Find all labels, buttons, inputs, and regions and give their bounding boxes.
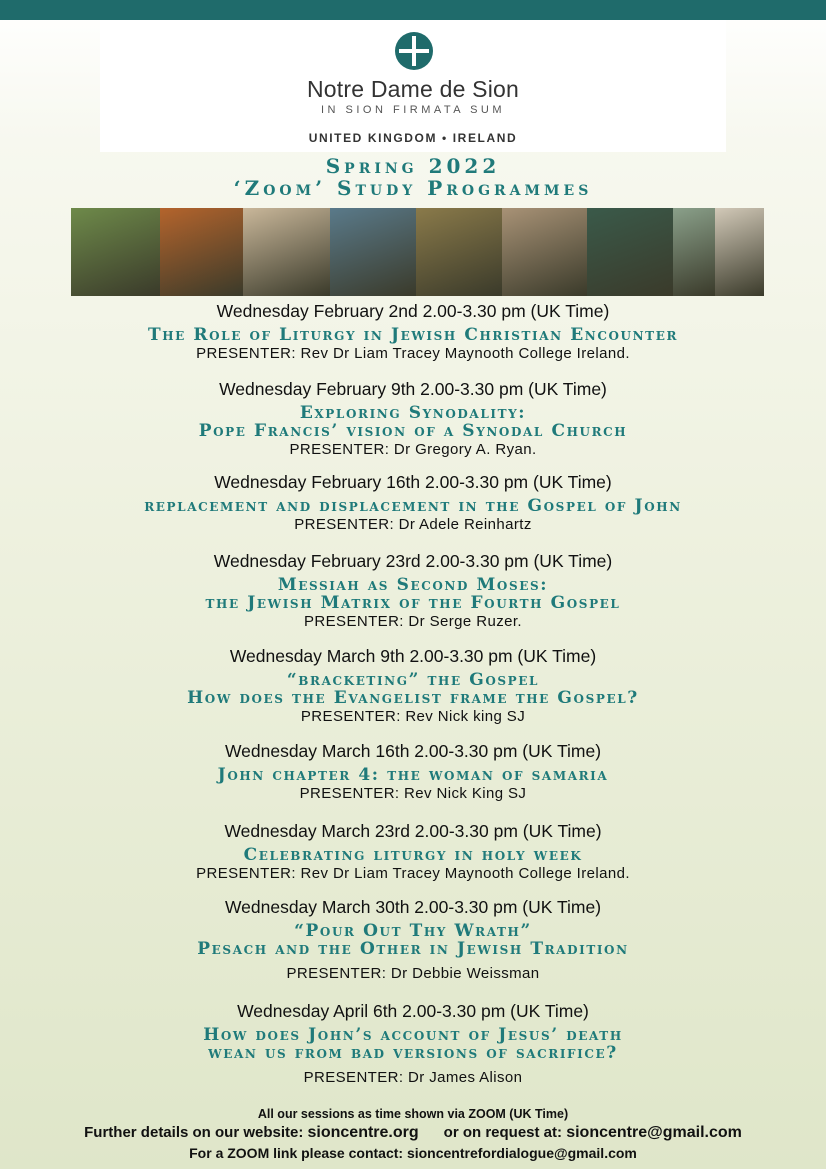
event-title: How does John’s account of Jesus’ death — [203, 1025, 623, 1045]
top-bar — [0, 0, 826, 20]
org-region: UNITED KINGDOM • IRELAND — [308, 131, 518, 145]
painting-figures-image — [71, 208, 160, 296]
event-presenter: PRESENTER: Dr James Alison — [303, 1069, 523, 1086]
cross-circle-icon — [395, 32, 433, 70]
event-title: Pesach and the Other in Jewish Tradition — [197, 939, 629, 959]
event-presenter: PRESENTER: Dr Serge Ruzer. — [304, 613, 522, 630]
event-title: Exploring Synodality: — [299, 403, 527, 423]
basilica-interior-image — [416, 208, 502, 296]
event-date: Wednesday February 16th 2.00-3.30 pm (UK Time) — [214, 472, 612, 492]
event-title: “Pour Out Thy Wrath” — [294, 921, 532, 941]
dining-table-image — [502, 208, 587, 296]
event-item — [0, 896, 826, 984]
event-presenter: PRESENTER: Dr Adele Reinhartz — [294, 516, 532, 533]
event-presenter: PRESENTER: Rev Dr Liam Tracey Maynooth College Ireland. — [196, 865, 630, 882]
org-motto: IN SION FIRMATA SUM — [320, 104, 506, 116]
event-date: Wednesday March 9th 2.00-3.30 pm (UK Time) — [229, 646, 597, 666]
event-title: the Jewish Matrix of the Fourth Gospel — [205, 593, 621, 613]
footer-zoom-label: For a ZOOM link please contact: — [189, 1145, 404, 1161]
footer-note: All our sessions as time shown via ZOOM (UK Time) — [257, 1107, 569, 1121]
event-title: Messiah as Second Moses: — [277, 575, 549, 595]
event-title: John chapter 4: the woman of samaria — [217, 765, 609, 785]
event-title: Pope Francis’ vision of a Synodal Church — [198, 421, 628, 441]
org-name: Notre Dame de Sion — [307, 76, 519, 102]
footer-zoom-line — [0, 1143, 826, 1163]
zoom-email-link[interactable]: sioncentrefordialogue@gmail.com — [406, 1145, 637, 1161]
header — [100, 20, 726, 152]
programme-subtitle: ‘Zoom’ Study Programmes — [233, 176, 593, 200]
event-item — [0, 820, 826, 884]
event-presenter: PRESENTER: Rev Nick king SJ — [300, 708, 526, 725]
image-strip — [71, 208, 764, 296]
event-item — [0, 1000, 826, 1088]
event-item — [0, 378, 826, 460]
event-item — [0, 740, 826, 804]
programme-title: Spring 2022 — [325, 154, 501, 178]
event-date: Wednesday April 6th 2.00-3.30 pm (UK Time) — [237, 1001, 589, 1021]
rider-donkey-image — [715, 208, 764, 296]
event-presenter: PRESENTER: Rev Dr Liam Tracey Maynooth College Ireland. — [196, 345, 630, 362]
event-title: “bracketing” the Gospel — [286, 670, 540, 690]
event-title: wean us from bad versions of sacrifice? — [208, 1043, 618, 1063]
event-presenter: PRESENTER: Rev Nick King SJ — [299, 785, 527, 802]
event-title: How does the Evangelist frame the Gospel? — [187, 688, 639, 708]
footer-website-label: Further details on our website: — [84, 1124, 304, 1141]
event-date: Wednesday February 2nd 2.00-3.30 pm (UK Time) — [216, 301, 610, 321]
event-title: replacement and displacement in the Gospel of John — [144, 496, 682, 516]
painting-face-image — [160, 208, 243, 296]
event-item — [0, 645, 826, 727]
event-title: The Role of Liturgy in Jewish Christian Encounter — [147, 325, 679, 345]
event-item — [0, 550, 826, 632]
event-date: Wednesday March 30th 2.00-3.30 pm (UK Time) — [224, 897, 602, 917]
event-title: Celebrating liturgy in holy week — [243, 845, 583, 865]
website-link[interactable]: sioncentre.org — [307, 1124, 419, 1141]
painting-well-image — [330, 208, 416, 296]
event-date: Wednesday March 16th 2.00-3.30 pm (UK Time) — [224, 741, 602, 761]
torah-scroll-image — [243, 208, 330, 296]
event-presenter: PRESENTER: Dr Gregory A. Ryan. — [289, 441, 537, 458]
email-link[interactable]: sioncentre@gmail.com — [566, 1124, 742, 1141]
footer-request-label: or on request at: — [443, 1124, 563, 1141]
event-item — [0, 471, 826, 535]
icon-figures-image — [673, 208, 715, 296]
painting-night-image — [587, 208, 673, 296]
event-date: Wednesday February 23rd 2.00-3.30 pm (UK Time) — [213, 551, 613, 571]
event-item — [0, 300, 826, 364]
event-date: Wednesday February 9th 2.00-3.30 pm (UK Time) — [219, 379, 607, 399]
footer-contact-line — [0, 1123, 826, 1143]
event-presenter: PRESENTER: Dr Debbie Weissman — [286, 965, 540, 982]
footer — [0, 1105, 826, 1163]
event-date: Wednesday March 23rd 2.00-3.30 pm (UK Time) — [224, 821, 602, 841]
